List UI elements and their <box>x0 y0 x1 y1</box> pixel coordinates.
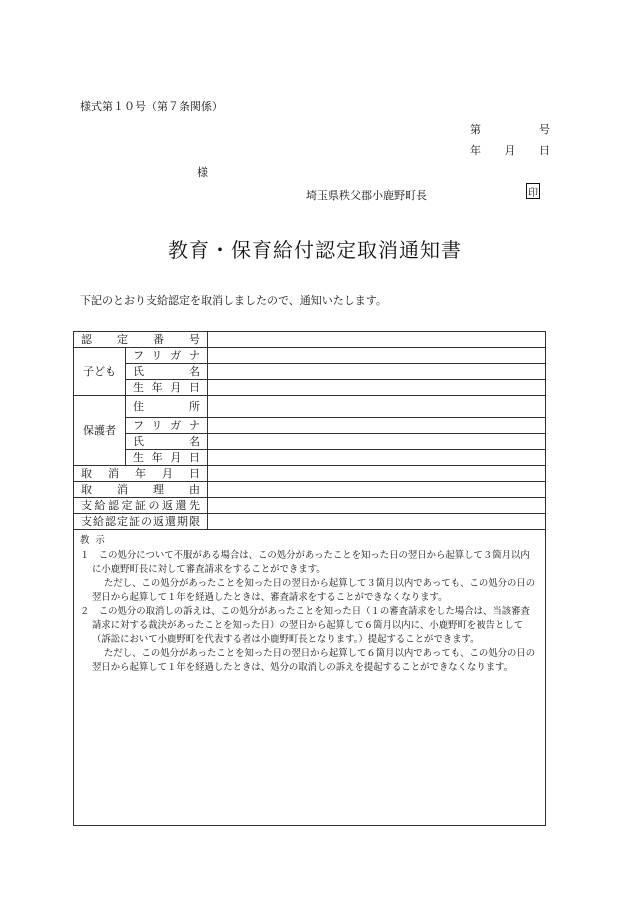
guardian-birth-label: 生年月日 <box>126 450 208 466</box>
cancel-date-field[interactable] <box>208 466 546 482</box>
form-number: 様式第１０号（第７条関係） <box>80 100 223 113</box>
table-row <box>74 434 546 450</box>
guardian-name-label: 氏名 <box>126 434 208 450</box>
guardian-address-field[interactable] <box>208 396 546 418</box>
instruction-paragraph-1: １ この処分について不服がある場合は、この処分があったことを知った日の翌日から起算して３箇月以内に小鹿野町長に対して審査請求をすることができます。 <box>80 550 530 575</box>
child-furigana-field[interactable] <box>208 348 546 364</box>
table-row <box>74 482 546 498</box>
issuer-name: 埼玉県秩父郡小鹿野町長 <box>306 189 427 202</box>
child-birth-field[interactable] <box>208 380 546 396</box>
table-row <box>74 514 546 530</box>
cancel-date-label: 取消年月日 <box>74 466 208 482</box>
table-row <box>74 380 546 396</box>
document-title: 教育・保育給付認定取消通知書 <box>168 238 462 262</box>
guardian-furigana-field[interactable] <box>208 418 546 434</box>
instruction-paragraph-2b: ただし、この処分があったことを知った日の翌日から起算して６箇月以内であっても、この処分の日の翌日から起算して１年を経過したときは、処分の取消しの訴えを提起することができなくなります。 <box>92 648 536 673</box>
intro-text: 下記のとおり支給認定を取消しましたので、通知いたします。 <box>80 294 387 307</box>
child-group-label: 子ども <box>74 348 126 396</box>
table-row <box>74 418 546 434</box>
issue-date-line <box>470 142 550 158</box>
return-to-label: 支給認定証の返還先 <box>74 498 208 514</box>
guardian-group-label: 保護者 <box>74 396 126 466</box>
cert-number-label: 認定番号 <box>74 332 208 348</box>
guardian-name-field[interactable] <box>208 434 546 450</box>
date-year-label: 年 <box>470 144 481 157</box>
notice-form-table <box>73 331 546 826</box>
instruction-paragraph-1b: ただし、この処分があったことを知った日の翌日から起算して３箇月以内であっても、この処分の日の翌日から起算して１年を経過したときは、審査請求をすることができなくなります。 <box>92 578 536 603</box>
return-deadline-field[interactable] <box>208 514 546 530</box>
table-row <box>74 530 546 826</box>
seal-mark: 印 <box>526 183 540 199</box>
instructions-heading: 教示 <box>80 535 111 546</box>
instruction-paragraph-2: ２ この処分の取消しの訴えは、この処分があったことを知った日（１の審査請求をした場合は、当該審査請求に対する裁決があったことを知った日）の翌日から起算して６箇月以内に、小鹿野町を被告として（訴訟において小鹿野町を代表する者は小鹿野町長となります。）提起することができます。 <box>80 606 530 645</box>
recipient-honorific: 様 <box>197 166 208 179</box>
guardian-address-label: 住所 <box>126 396 208 418</box>
guardian-birth-field[interactable] <box>208 450 546 466</box>
table-row <box>74 498 546 514</box>
return-deadline-label: 支給認定証の返還期限 <box>74 514 208 530</box>
child-name-label: 氏名 <box>126 364 208 380</box>
date-day-label: 日 <box>539 144 550 157</box>
child-name-field[interactable] <box>208 364 546 380</box>
cancel-reason-label: 取消理由 <box>74 482 208 498</box>
cancel-reason-field[interactable] <box>208 482 546 498</box>
number-dai-label: 第 <box>470 123 481 136</box>
cert-number-field[interactable] <box>208 332 546 348</box>
guardian-furigana-label: フリガナ <box>126 418 208 434</box>
table-row <box>74 450 546 466</box>
child-birth-label: 生年月日 <box>126 380 208 396</box>
table-row <box>74 396 546 418</box>
table-row <box>74 348 546 364</box>
number-go-label: 号 <box>539 123 550 136</box>
date-month-label: 月 <box>504 144 516 157</box>
table-row <box>74 332 546 348</box>
instructions-cell <box>74 530 546 826</box>
table-row <box>74 364 546 380</box>
child-furigana-label: フリガナ <box>126 348 208 364</box>
document-number-line <box>470 121 550 137</box>
table-row <box>74 466 546 482</box>
return-to-field[interactable] <box>208 498 546 514</box>
